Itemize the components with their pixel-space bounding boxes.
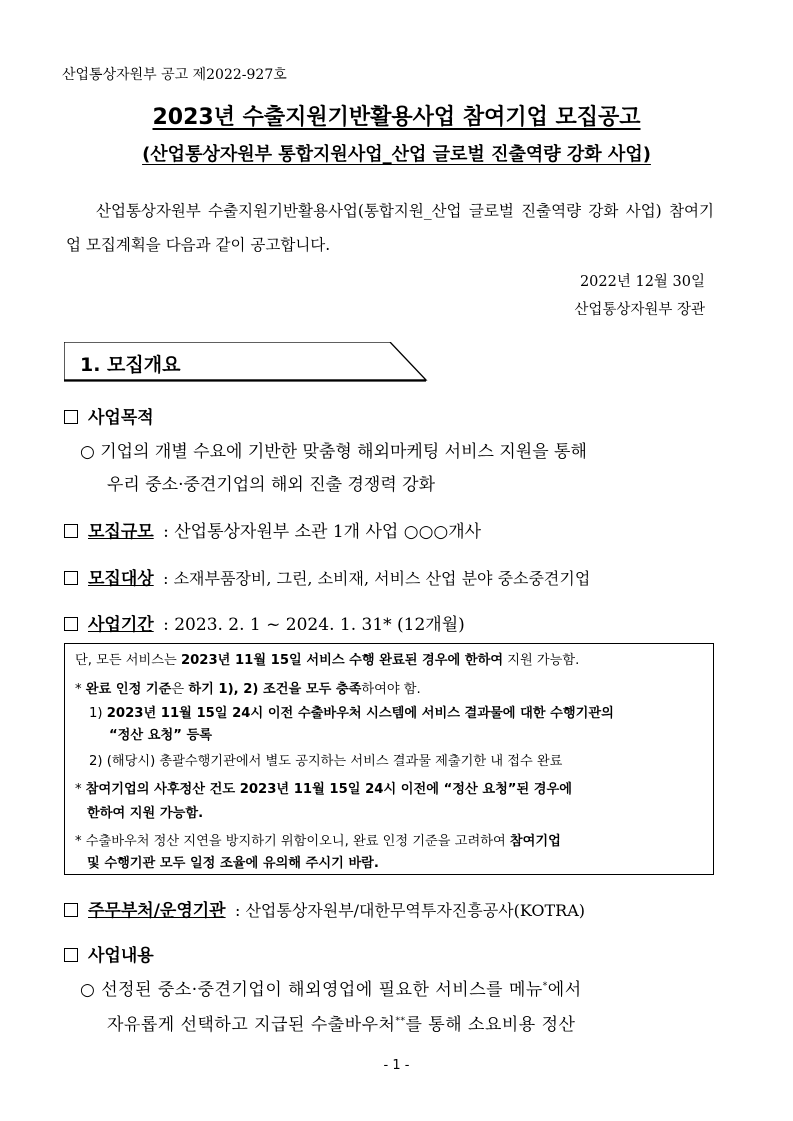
purpose-label: 사업목적 xyxy=(88,408,154,428)
note-line-6: * 참여기업의 사후정산 건도 2023년 11월 15일 24시 이전에 “정산 요청”된 경우에 xyxy=(75,782,573,797)
content-heading xyxy=(64,941,154,966)
content-label: 사업내용 xyxy=(88,946,154,966)
target-label: 모집대상 xyxy=(88,569,154,589)
period-notes-box xyxy=(64,643,714,875)
square-bullet-icon xyxy=(64,571,78,585)
scale-value: : 산업통상자원부 소관 1개 사업 ○○○개사 xyxy=(163,522,482,542)
note-line-2: * 완료 인정 기준은 하기 1), 2) 조건을 모두 충족하여야 함. xyxy=(75,682,421,697)
period-value: : 2023. 2. 1 ~ 2024. 1. 31* (12개월) xyxy=(163,615,465,635)
square-bullet-icon xyxy=(64,903,78,917)
signatory: 산업통상자원부 장관 xyxy=(574,302,705,318)
target-row xyxy=(64,564,590,589)
purpose-line-1: ○ 기업의 개별 수요에 기반한 맞춤형 해외마케팅 서비스 지원을 통해 xyxy=(80,442,587,462)
scale-row xyxy=(64,517,481,542)
purpose-line-2: 우리 중소·중견기업의 해외 진출 경쟁력 강화 xyxy=(107,475,436,495)
notice-number: 산업통상자원부 공고 제2022-927호 xyxy=(62,67,287,83)
page-subtitle: (산업통상자원부 통합지원사업_산업 글로벌 진출역량 강화 사업) xyxy=(142,144,651,165)
page-number: - 1 - xyxy=(383,1058,410,1073)
note-line-4: “정산 요청” 등록 xyxy=(109,728,212,743)
announcement-date: 2022년 12월 30일 xyxy=(579,274,705,290)
square-bullet-icon xyxy=(64,617,78,631)
agency-value: : 산업통상자원부/대한무역투자진흥공사(KOTRA) xyxy=(235,901,586,920)
note-line-8: * 수출바우처 정산 지연을 방지하기 위함이오니, 완료 인정 기준을 고려하여 참여기업 xyxy=(75,834,561,849)
purpose-heading xyxy=(64,403,154,428)
square-bullet-icon xyxy=(64,524,78,538)
square-bullet-icon xyxy=(64,948,78,962)
note-line-1: 단, 모든 서비스는 2023년 11월 15일 서비스 수행 완료된 경우에 한하여 지원 가능함. xyxy=(75,653,580,668)
period-label: 사업기간 xyxy=(88,615,154,635)
note-line-9: 및 수행기관 모두 일정 조율에 유의해 주시기 바람. xyxy=(87,856,379,871)
agency-label: 주무부처/운영기관 xyxy=(88,901,226,921)
period-row xyxy=(64,610,465,635)
target-value: : 소재부품장비, 그린, 소비재, 서비스 산업 분야 중소중견기업 xyxy=(163,569,591,588)
square-bullet-icon xyxy=(64,410,78,424)
scale-label: 모집규모 xyxy=(88,522,154,542)
page-title: 2023년 수출지원기반활용사업 참여기업 모집공고 xyxy=(152,105,641,130)
note-line-5: 2) (해당시) 총괄수행기관에서 별도 공지하는 서비스 결과물 제출기한 내 접수 완료 xyxy=(89,754,563,769)
note-line-3: 1) 2023년 11월 15일 24시 이전 수출바우처 시스템에 서비스 결과물에 대한 수행기관의 xyxy=(89,706,614,721)
agency-row xyxy=(64,896,585,921)
note-line-7: 한하여 지원 가능함. xyxy=(87,806,204,821)
section-1-header xyxy=(64,342,428,382)
content-line-2: 자유롭게 선택하고 지급된 수출바우처**를 통해 소요비용 정산 xyxy=(107,1015,576,1035)
section-1-title: 1. 모집개요 xyxy=(80,354,181,376)
intro-paragraph: 산업통상자원부 수출지원기반활용사업(통합지원_산업 글로벌 진출역량 강화 사업) 참여기업 모집계획을 다음과 같이 공고합니다. xyxy=(66,202,714,254)
content-line-1: ○ 선정된 중소·중견기업이 해외영업에 필요한 서비스를 메뉴*에서 xyxy=(80,980,582,1000)
